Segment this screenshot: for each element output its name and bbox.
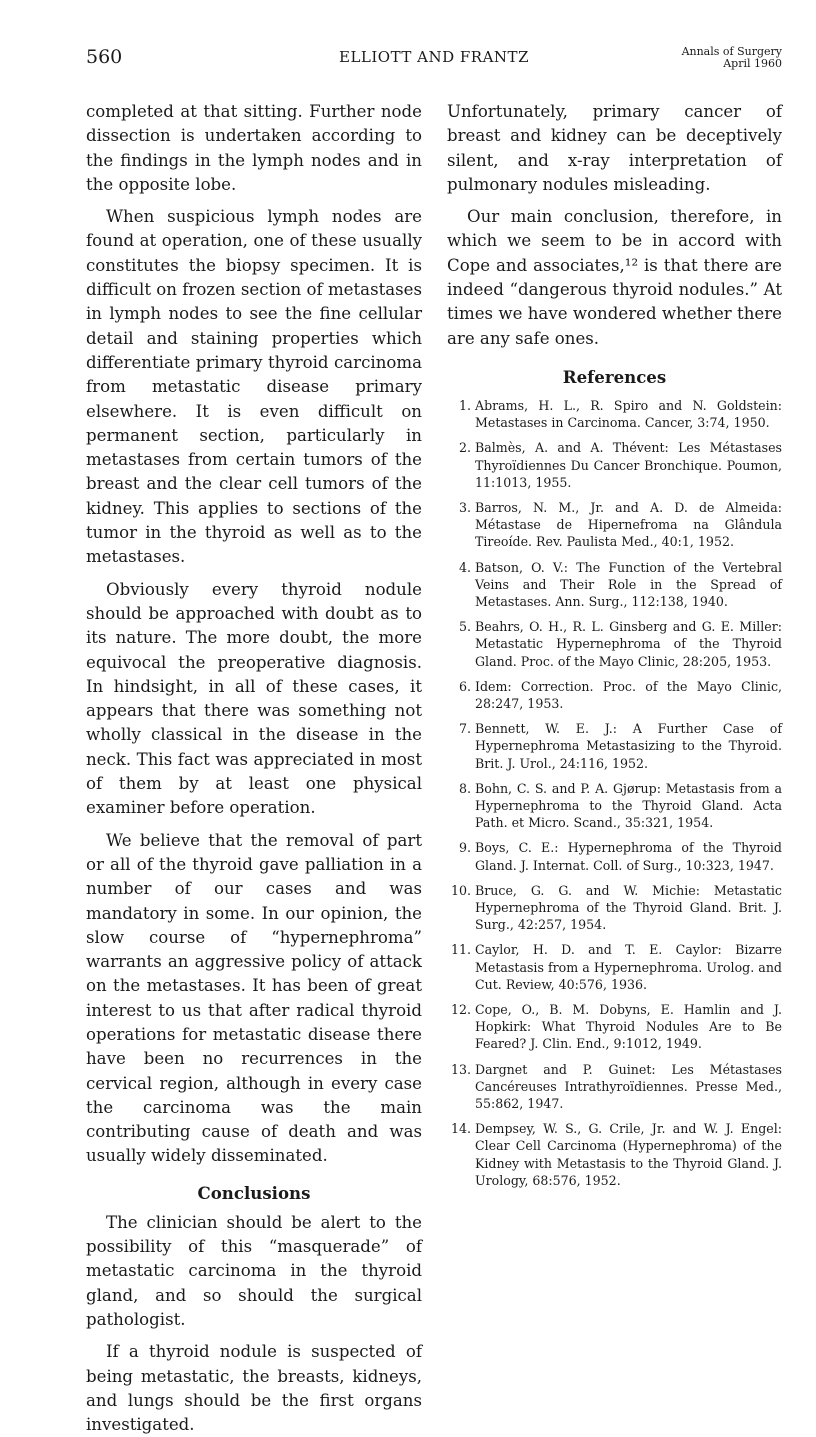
reference-item [447, 618, 782, 670]
journal-name: Annals of Surgery [681, 45, 782, 58]
reference-item [447, 720, 782, 772]
reference-item [447, 941, 782, 993]
reference-item [447, 439, 782, 491]
reference-text: Bruce, G. G. and W. Michie: Metastatic Hypernephroma of the Thyroid Gland. Brit. J. Surg., 42:257, 1954. [475, 882, 782, 933]
reference-text: Boys, C. E.: Hypernephroma of the Thyroid Gland. J. Internat. Coll. of Surg., 10:323, 1947. [475, 840, 782, 873]
reference-number: 5. [458, 619, 471, 635]
reference-text: Cope, O., B. M. Dobyns, E. Hamlin and J. Hopkirk: What Thyroid Nodules Are to Be Feared? J. Clin. End., 9:1012, 1949. [475, 1002, 782, 1052]
reference-number: 13. [450, 1061, 471, 1077]
reference-item [447, 559, 782, 611]
reference-item [447, 1001, 782, 1053]
body-paragraph: completed at that sitting. Further node dissection is undertaken according to the findings in the lymph nodes and in the opposite lobe. [86, 102, 422, 194]
reference-item [447, 1120, 782, 1189]
body-paragraph: We believe that the removal of part or all of the thyroid gave palliation in a number of our cases and was mandatory in some. In our opinion, the slow course of “hypernephroma” warrants an aggressive policy of attack on the metastases. It has been of great interest to us that after radical thyroid operations for metastatic disease there have been no recurrences in the cervical region, although in every case the carcinoma was the main contributing cause of death and was usually widely disseminated. [86, 830, 422, 1166]
reference-text: Bennett, W. E. J.: A Further Case of Hypernephroma Metastasizing to the Thyroid. Brit. J. Urol., 24:116, 1952. [475, 721, 782, 771]
body-paragraph: Our main conclusion, therefore, in which we seem to be in accord with Cope and associates,¹² is that there are indeed “dangerous thyroid nodules.” At times we have wondered whether there are any safe ones. [447, 207, 782, 348]
reference-item [447, 1061, 782, 1113]
reference-text: Idem: Correction. Proc. of the Mayo Clinic, 28:247, 1953. [475, 678, 782, 712]
body-paragraph: When suspicious lymph nodes are found at operation, one of these usually constitutes the biopsy specimen. It is difficult on frozen section of metastases in lymph nodes to see the fine cellular detail and staining properties which differentiate primary thyroid carcinoma from metastatic disease primary elsewhere. It is even difficult on permanent section, particularly in metastases from certain tumors of the breast and the clear cell tumors of the kidney. This applies to sections of the tumor in the thyroid as well as to the metastases. [86, 207, 422, 567]
reference-item [447, 499, 782, 551]
conclusions-paragraph: If a thyroid nodule is suspected of being metastatic, the breasts, kidneys, and lungs should be the first organs investigated. [86, 1342, 422, 1435]
reference-number: 12. [450, 1002, 471, 1018]
reference-number: 1. [458, 397, 471, 413]
reference-number: 11. [450, 942, 471, 958]
reference-number: 3. [458, 499, 471, 515]
body-paragraph: Unfortunately, primary cancer of breast and kidney can be deceptively silent, and x-ray interpretation of pulmonary nodules misleading. [447, 102, 782, 194]
reference-number: 14. [450, 1121, 471, 1137]
reference-number: 10. [450, 882, 471, 898]
reference-item [447, 882, 782, 934]
reference-text: Beahrs, O. H., R. L. Ginsberg and G. E. Miller: Metastatic Hypernephroma of the Thyroid Gland. Proc. of the Mayo Clinic, 28:205, 1953. [475, 619, 782, 669]
body-paragraph: Obviously every thyroid nodule should be approached with doubt as to its nature. The more doubt, the more equivocal the preoperative diagnosis. In hindsight, in all of these cases, it appears that there was something not wholly classical in the disease in the neck. This fact was appreciated in most of them by at least one physical examiner before operation. [86, 579, 422, 818]
journal-info [682, 46, 782, 70]
conclusions-heading: Conclusions [197, 1182, 311, 1203]
reference-text: Balmès, A. and A. Thévent: Les Métastases Thyroïdiennes Du Cancer Bronchique. Poumon, 11:1013, 1955. [475, 440, 782, 490]
reference-item [447, 780, 782, 832]
reference-number: 4. [458, 559, 471, 575]
left-column [86, 100, 422, 1437]
reference-item [447, 839, 782, 873]
reference-list [447, 397, 782, 1189]
running-title: ELLIOTT AND FRANTZ [339, 48, 529, 66]
page-header [86, 46, 782, 86]
reference-text: Caylor, H. D. and T. E. Caylor: Bizarre Metastasis from a Hypernephroma. Urolog. and Cut. Review, 40:576, 1936. [475, 942, 782, 992]
reference-text: Barros, N. M., Jr. and A. D. de Almeida: Métastase de Hipernefroma na Glândula Tireoíde. Rev. Paulista Med., 40:1, 1952. [475, 499, 782, 550]
journal-date: April 1960 [723, 57, 782, 70]
references-heading: References [562, 366, 667, 387]
reference-number: 2. [458, 440, 471, 456]
right-column [447, 100, 782, 1197]
reference-text: Dempsey, W. S., G. Crile, Jr. and W. J. Engel: Clear Cell Carcinoma (Hypernephroma) of the Kidney with Metastasis to the Thyroid Gland. J. Urology, 68:576, 1952. [475, 1121, 782, 1188]
reference-text: Bohn, C. S. and P. A. Gjørup: Metastasis from a Hypernephroma to the Thyroid Gland. Acta Path. et Micro. Scand., 35:321, 1954. [475, 780, 782, 831]
reference-number: 9. [458, 840, 471, 856]
reference-number: 8. [458, 780, 471, 796]
reference-text: Batson, O. V.: The Function of the Vertebral Veins and Their Role in the Spread of Metastases. Ann. Surg., 112:138, 1940. [475, 559, 782, 609]
page-number: 560 [86, 46, 123, 68]
conclusions-paragraph: The clinician should be alert to the possibility of this “masquerade” of metastatic carcinoma in the thyroid gland, and so should the surgical pathologist. [86, 1212, 422, 1329]
reference-number: 7. [458, 721, 471, 737]
reference-text: Dargnet and P. Guinet: Les Métastases Cancéreuses Intrathyroïdiennes. Presse Med., 55:862, 1947. [475, 1061, 782, 1112]
reference-text: Abrams, H. L., R. Spiro and N. Goldstein: Metastases in Carcinoma. Cancer, 3:74, 1950. [475, 397, 782, 431]
reference-item [447, 397, 782, 431]
reference-item [447, 678, 782, 712]
reference-number: 6. [458, 678, 471, 694]
